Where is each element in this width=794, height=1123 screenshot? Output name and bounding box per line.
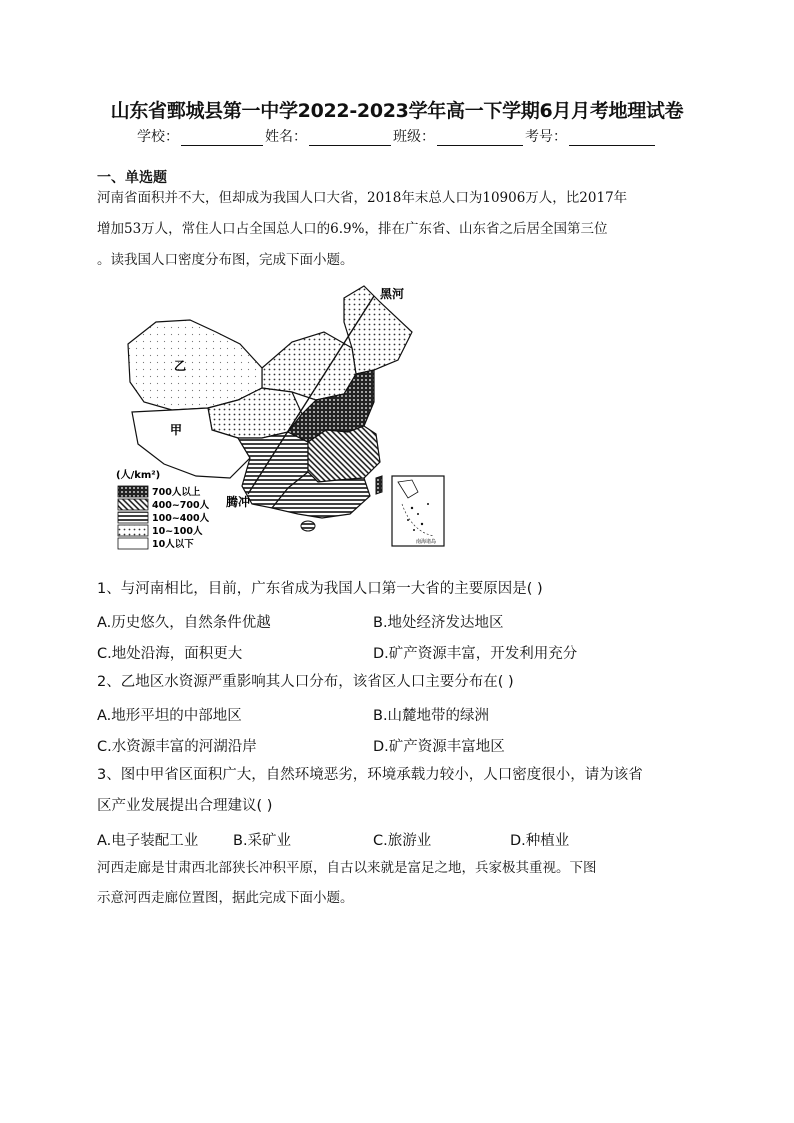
legend-item-3: 100~400人 [152,513,210,524]
q2-option-a[interactable]: A.地形平坦的中部地区 [97,708,242,724]
id-blank [569,131,655,146]
intro-line-3: 。读我国人口密度分布图，完成下面小题。 [97,252,354,268]
legend-unit: (人/km²) [116,470,161,481]
school-blank [181,131,263,146]
passage-2-line-2: 示意河西走廊位置图，据此完成下面小题。 [97,890,354,906]
name-blank [309,131,391,146]
q3-option-d[interactable]: D.种植业 [510,833,570,849]
q3-option-a[interactable]: A.电子装配工业 [97,833,199,849]
intro-line-2: 增加53万人，常住人口占全国总人口的6.9%，排在广东省、山东省之后居全国第三位 [97,221,608,237]
section-heading: 一、单选题 [97,170,167,186]
class-label: 班级： [393,129,435,145]
label-tengchong: 腾冲 [226,495,251,509]
map-region-yi [128,320,262,410]
student-info-row [0,126,794,146]
inset-label: 南海诸岛 [416,539,437,545]
map-region-hainan [301,521,315,531]
class-blank [437,131,523,146]
q2-option-c[interactable]: C.水资源丰富的河湖沿岸 [97,739,257,755]
q3-option-c[interactable]: C.旅游业 [373,833,432,849]
legend-item-4: 10~100人 [152,526,203,537]
label-yi: 乙 [174,359,187,373]
question-3-stem-line-2: 区产业发展提出合理建议( ) [97,798,273,814]
question-2-stem: 2、乙地区水资源严重影响其人口分布，该省区人口主要分布在( ) [97,674,514,690]
name-label: 姓名： [265,129,307,145]
intro-line-1: 河南省面积并不大，但却成为我国人口大省，2018年末总人口为10906万人，比2017年 [97,190,628,206]
school-label: 学校： [137,129,179,145]
question-3-stem-line-1: 3、图中甲省区面积广大，自然环境恶劣，环境承载力较小，人口密度很小，请为该省 [97,767,643,783]
q2-option-b[interactable]: B.山麓地带的绿洲 [373,708,490,724]
south-sea-inset [392,476,444,546]
map-legend [116,468,210,550]
label-jia: 甲 [170,423,183,437]
map-region-taiwan [376,476,382,494]
legend-item-5: 10人以下 [152,539,194,550]
id-label: 考号： [525,129,567,145]
q1-option-d[interactable]: D.矿产资源丰富，开发利用充分 [373,646,578,662]
legend-item-2: 400~700人 [152,500,210,511]
legend-item-1: 700人以上 [152,487,201,498]
map-region-central [308,426,380,482]
q3-option-b[interactable]: B.采矿业 [233,833,292,849]
q2-option-d[interactable]: D.矿产资源丰富地区 [373,739,505,755]
passage-2-line-1: 河西走廊是甘肃西北部狭长冲积平原，自古以来就是富足之地，兵家极其重视。下图 [97,860,597,876]
population-density-map [112,282,452,566]
question-1-stem: 1、与河南相比，目前，广东省成为我国人口第一大省的主要原因是( ) [97,581,543,597]
q1-option-a[interactable]: A.历史悠久，自然条件优越 [97,615,271,631]
q1-option-c[interactable]: C.地处沿海，面积更大 [97,646,243,662]
exam-title: 山东省鄄城县第一中学2022-2023学年高一下学期6月月考地理试卷 [110,100,684,122]
label-heihe: 黑河 [380,287,405,301]
q1-option-b[interactable]: B.地处经济发达地区 [373,615,504,631]
